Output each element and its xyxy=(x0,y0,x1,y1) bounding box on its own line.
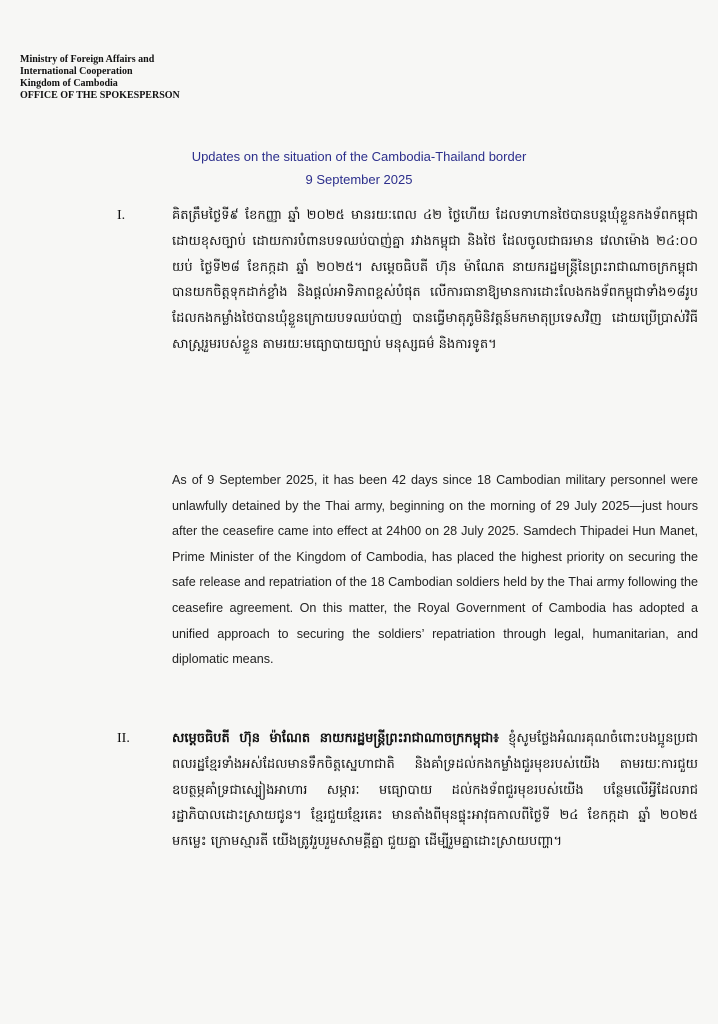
letterhead xyxy=(20,54,180,102)
document-date: 9 September 2025 xyxy=(305,172,413,187)
section-1-english-text: As of 9 September 2025, it has been 42 days since 18 Cambodian military personnel were unlawfully detained by the Thai army, beginning on the morning of 29 July 2025—just hours after the ceasefire came into effect at 24h00 on 28 July 2025. Samdech Thipadei Hun Manet, Prime Minister of the Kingdom of Cambodia, has placed the highest priority on securing the safe release and repatriation of the 18 Cambodian soldiers held by the Thai army following the ceasefire agreement. On this matter, the Royal Government of Cambodia has adopted a unified approach to securing the soldiers’ repatriation through legal, humanitarian, and diplomatic means. xyxy=(172,473,698,667)
section-2-khmer-block xyxy=(172,726,698,855)
ministry-name-line1: Ministry of Foreign Affairs and xyxy=(20,54,155,65)
section-number-2: II. xyxy=(117,731,130,746)
section-2-khmer-heading: សម្តេចធិបតី ហ៊ុន ម៉ាណែត នាយករដ្ឋមន្ត្រីព្រះរាជាណាចក្រកម្ពុជា៖ xyxy=(172,731,499,746)
section-2-khmer-text: ខ្ញុំសូមថ្លែងអំណរគុណចំពោះបងប្អូនប្រជាពលរដ្ឋខ្មែរទាំងអស់ដែលមានទឹកចិត្តស្នេហាជាតិ និងគាំទ្រដល់កងកម្លាំងជួរមុខរបស់យើង តាមរយៈការជួយឧបត្ថម្ភគាំទ្រជាស្បៀងអាហារ សម្ភារៈ មធ្យោបាយ ដល់កងទ័ពជួរមុខរបស់យើង បន្ថែមលើអ្វីដែលរាជរដ្ឋាភិបាលដោះស្រាយជូន។ ខ្មែរជួយខ្មែរគេះ មានតាំងពីមុនផ្ទុះអាវុធកាលពីថ្ងៃទី ២៤ ខែកក្កដា ឆ្នាំ ២០២៥ មកម្លេះ ក្រោមស្មារតី យើងត្រូវរួបរួមសាមគ្គីគ្នា ជួយគ្នា ដើម្បីរួមគ្នាដោះស្រាយបញ្ហា។ xyxy=(172,731,698,850)
country-name: Kingdom of Cambodia xyxy=(20,78,118,89)
title-block xyxy=(0,145,718,191)
section-number-1: I. xyxy=(117,208,126,223)
section-1-khmer-text: គិតត្រឹមថ្ងៃទី៩ ខែកញ្ញា ឆ្នាំ ២០២៥ មានរយៈពេល ៤២ ថ្ងៃហើយ ដែលទាហានថៃបានបន្តឃុំខ្លួនកងទ័ពកម្ពុជាដោយខុសច្បាប់ ដោយការបំពានបទឈប់បាញ់គ្នា រវាងកម្ពុជា និងថៃ ដែលចូលជាធរមាន វេលាម៉ោង ២៤:០០ យប់ ថ្ងៃទី២៨ ខែកក្កដា ឆ្នាំ ២០២៥។ សម្តេចធិបតី ហ៊ុន ម៉ាណែត នាយករដ្ឋមន្ត្រីនៃព្រះរាជាណាចក្រកម្ពុជា បានយកចិត្តទុកដាក់ខ្លាំង និងផ្តល់អាទិភាពខ្ពស់បំផុត លើការធានាឱ្យមានការដោះលែងកងទ័ពកម្ពុជាទាំង១៨រូប ដែលកងកម្លាំងថៃបានឃុំខ្លួនក្រោយបទឈប់បាញ់ បានធ្វើមាតុភូមិនិវត្តន៍មកមាតុប្រទេសវិញ ដោយប្រើប្រាស់វិធីសាស្ត្ររួមរបស់ខ្លួន តាមរយៈមធ្យោបាយច្បាប់ មនុស្សធម៌ និងការទូត។ xyxy=(172,208,698,352)
office-name: OFFICE OF THE SPOKESPERSON xyxy=(20,90,180,101)
ministry-name-line2: International Cooperation xyxy=(20,66,133,77)
document-title: Updates on the situation of the Cambodia-Thailand border xyxy=(191,149,527,164)
